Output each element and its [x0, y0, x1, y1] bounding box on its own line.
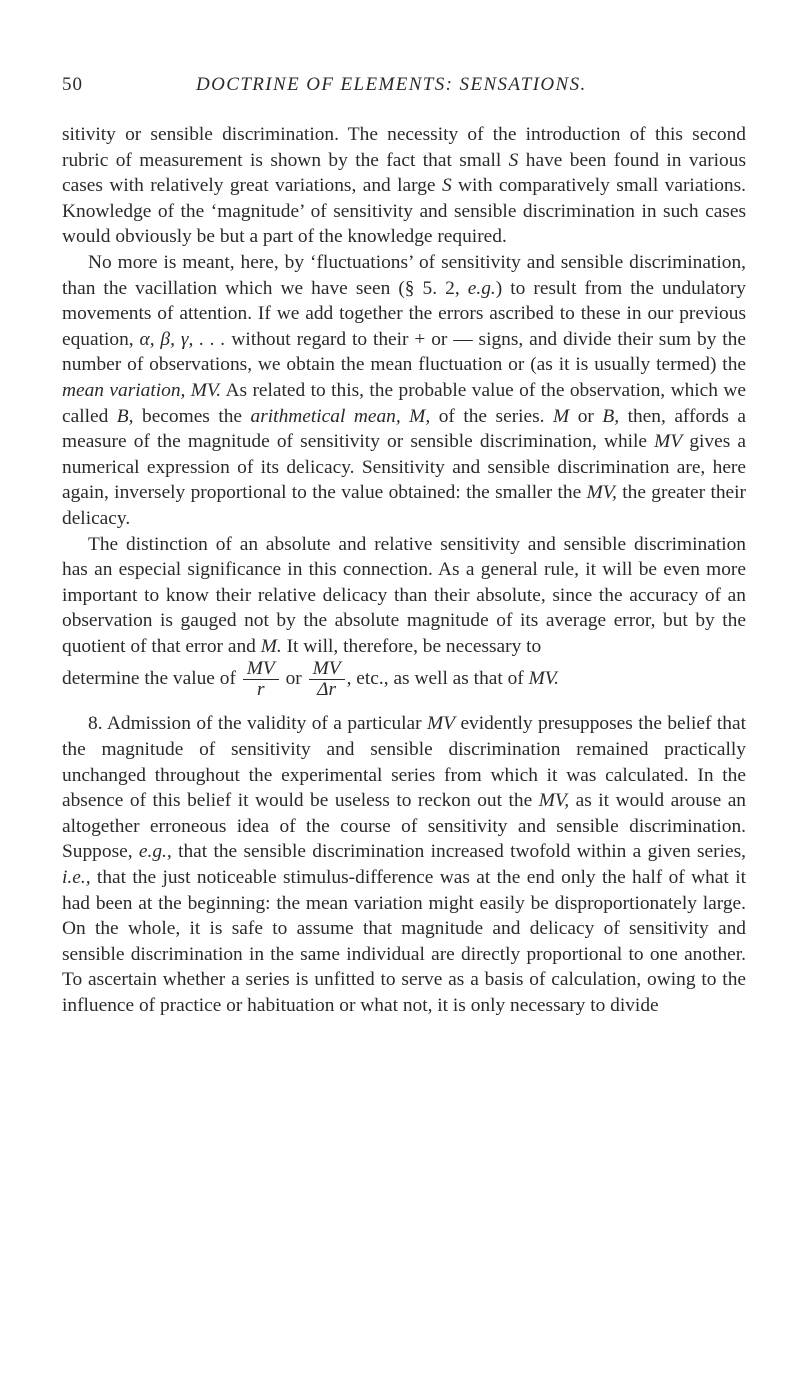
text-run: As related to this, the probable value of the observation, which we called [62, 379, 746, 427]
text-run: The distinction of an absolute and relative sensitivity and sensible discrimination has an especial significance in this connection. As a general rule, it will be even more important to know their relative delicacy than their absolute, since the accuracy of an observation is gauged not by the absolute magnitude of its average error, but by the quotient of that error and [62, 533, 746, 657]
body-text [62, 122, 746, 1019]
fraction-denominator: r [256, 679, 265, 701]
text-run: gives a numerical expression of its delicacy. Sensitivity and sensible discrimination are, here again, inversely proportional to the value obtained: the smaller the [62, 431, 746, 504]
text-run-italic: B, [116, 405, 134, 427]
text-run: of the series. [430, 405, 554, 427]
text-run: then, affords a measure of the magnitude of sensitivity or sensible discrimination, while [62, 405, 746, 453]
text-run: determine the value of [62, 668, 241, 690]
text-run-italic: B, [602, 405, 620, 427]
formula-line [62, 659, 746, 711]
text-run: without regard to their + or — signs, and divide their sum by the number of observations, we obtain the mean fluctuation or (as it is usually termed) the [62, 328, 746, 376]
text-run: ) to result from the undulatory movements of attention. If we add together the errors ascribed to these in our previous equation, [62, 277, 747, 350]
text-run-italic: e.g. [467, 277, 496, 299]
running-title: DOCTRINE OF ELEMENTS: SENSATIONS. [196, 74, 587, 95]
text-run-italic: S [508, 149, 519, 171]
text-run: It will, therefore, be necessary to [281, 635, 542, 657]
paragraph-4 [62, 711, 746, 1018]
text-run: with comparatively small variations. Knowledge of the ‘magnitude’ of sensitivity and sensible discrimination in such cases would obviously be but a part of the knowledge required. [62, 175, 746, 248]
text-run: No more is meant, here, by ‘fluctuations’ of sensitivity and sensible discrimination, than the vacillation which we have seen (§ 5. 2, [62, 251, 746, 299]
text-run-italic: i.e., [62, 867, 91, 889]
text-run-italic: M [553, 405, 570, 427]
paragraph-3 [62, 532, 746, 660]
text-run: or [569, 405, 603, 427]
paragraph-2 [62, 250, 746, 532]
text-run: , etc., as well as that of [346, 668, 529, 690]
text-run-italic: MV, [586, 482, 617, 504]
text-run-italic: MV [427, 713, 456, 735]
fraction-mv-over-r [243, 659, 279, 700]
text-run: or [280, 668, 307, 690]
text-run-italic: MV [654, 431, 683, 453]
text-run: sitivity or sensible discrimination. The necessity of the introduction of this second rubric of measurement is shown by the fact that small [62, 124, 746, 171]
text-run-italic: α, β, γ, . . . [139, 328, 226, 350]
text-run-italic: arithmetical mean, M, [250, 405, 431, 427]
text-run: the greater their delicacy. [62, 482, 746, 529]
page-number: 50 [62, 74, 83, 95]
paragraph-1 [62, 122, 746, 250]
text-run: that the just noticeable stimulus-difference was at the end only the half of what it had been at the beginning: the mean variation might easily be disproportionately large. On the whole, it is safe to assume that magnitude and delicacy of sensitivity and sensible discrimination in the same individual are directly proportional to one another. To ascertain whether a series is unfitted to serve as a basis of calculation, owing to the influence of practice or habituation or what not, it is only necessary to divide [62, 867, 746, 1016]
fraction-numerator: MV [243, 659, 279, 680]
text-run-italic: S [441, 175, 452, 197]
text-run: as it would arouse an altogether erroneous idea of the course of sensitivity and sensible discrimination. Suppose, [62, 790, 746, 863]
text-run-italic: MV. [528, 668, 559, 690]
fraction-denominator: Δr [317, 679, 337, 701]
text-run-italic: mean variation, MV. [62, 379, 222, 401]
fraction-numerator: MV [309, 659, 345, 680]
text-run-italic: MV, [538, 790, 570, 812]
text-run: evidently presupposes the belief that the magnitude of sensitivity and sensible discrimination remained practically unchanged throughout the experimental series from which it was calculated. In the absence of this belief it would be useless to reckon out the [62, 713, 746, 812]
text-run: have been found in various cases with relatively great variations, and large [62, 149, 746, 197]
text-run-italic: M. [260, 635, 282, 657]
text-run: becomes the [133, 405, 251, 427]
text-run-italic: e.g., [138, 841, 172, 863]
text-run: that the sensible discrimination increased twofold within a given series, [171, 841, 746, 863]
fraction-mv-over-delta-r [309, 659, 345, 700]
text-run: 8. Admission of the validity of a particular [88, 713, 428, 735]
